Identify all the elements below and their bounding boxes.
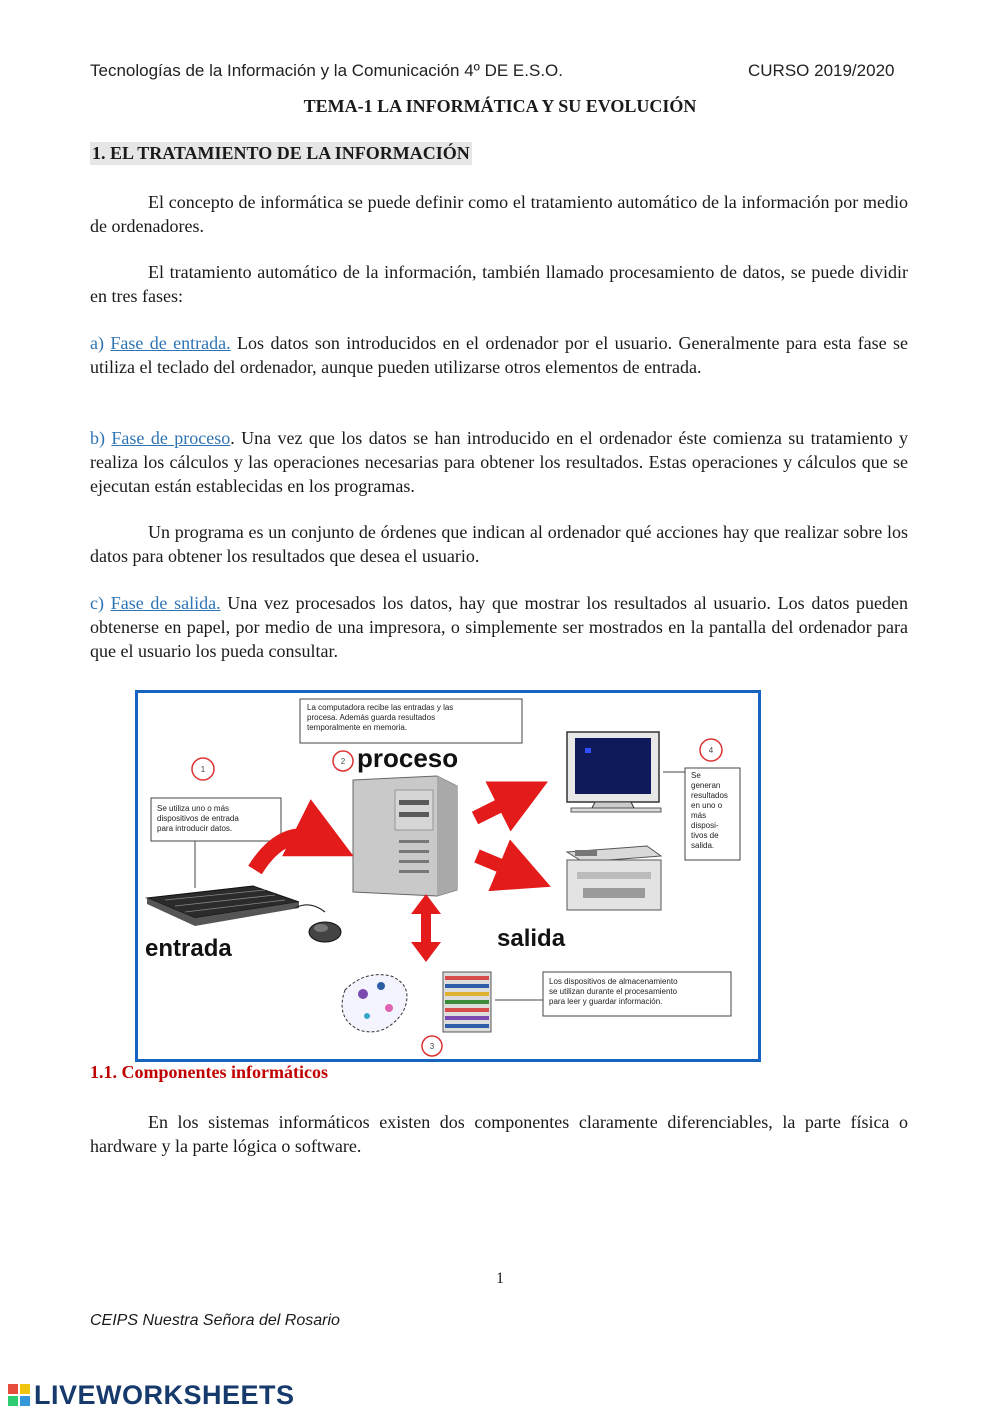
input-note-line: dispositivos de entrada (157, 814, 239, 823)
output-note-line: Se (691, 771, 701, 780)
paragraph-phase-b (90, 426, 908, 498)
phase-a-link[interactable]: Fase de entrada. (110, 333, 231, 353)
phase-b-link[interactable]: Fase de proceso (111, 428, 231, 448)
monitor-icon (567, 732, 661, 812)
brand-grid-icon (8, 1384, 30, 1406)
output-note-line: más (691, 811, 707, 820)
step-3-number: 3 (429, 1042, 435, 1051)
input-note-line: Se utiliza uno o más (157, 804, 230, 813)
paragraph-components: En los sistemas informáticos existen dos componentes claramente diferenciables, la parte física o hardware y la parte lógica o software. (90, 1112, 908, 1156)
label-salida: salida (497, 925, 566, 952)
step-2-number: 2 (340, 757, 346, 766)
phase-b-prefix: b) (90, 428, 105, 448)
label-proceso: proceso (357, 743, 459, 773)
subsection-heading: 1.1. Componentes informáticos (90, 1062, 328, 1082)
page-title: TEMA-1 LA INFORMÁTICA Y SU EVOLUCIÓN (303, 96, 697, 116)
step-4-number: 4 (708, 746, 714, 755)
input-note-text (157, 804, 241, 833)
page-number: 1 (496, 1270, 504, 1287)
computer-tower-icon (353, 776, 457, 896)
storage-note-line: Los dispositivos de almacenamiento (549, 977, 678, 986)
phase-c-link[interactable]: Fase de salida. (110, 593, 221, 613)
process-note-line: temporalmente en memoria. (307, 723, 408, 732)
process-note-line: La computadora recibe las entradas y las (307, 703, 454, 712)
brand-logo[interactable] (8, 1380, 295, 1411)
phase-c-text: Una vez procesados los datos, hay que mostrar los resultados al usuario. Los datos pueden obtenerse en papel, por medio de una impresora, o simplemente ser mostrados en la pantalla del ordenador para que el usuario los pueda consultar. (90, 593, 909, 661)
paragraph-phase-c (90, 591, 908, 663)
mouse-icon (309, 922, 341, 942)
processing-diagram (135, 690, 761, 1062)
phase-c-prefix: c) (90, 593, 104, 613)
input-note-line: para introducir datos. (157, 824, 233, 833)
output-note-line: tivos de (691, 831, 719, 840)
paragraph-phases-intro: El tratamiento automático de la información, también llamado procesamiento de datos, se puede dividir en tres fases: (90, 262, 908, 306)
storage-note-line: se utilizan durante el procesamiento (549, 987, 678, 996)
phase-a-prefix: a) (90, 333, 104, 353)
header-subject: Tecnologías de la Información y la Comunicación 4º DE E.S.O. (90, 61, 563, 80)
brand-name: LIVEWORKSHEETS (34, 1380, 295, 1410)
output-note-line: disposi- (691, 821, 719, 830)
paragraph-program: Un programa es un conjunto de órdenes que indican al ordenador qué acciones hay que realizar sobre los datos para obtener los resultados que desea el usuario. (90, 522, 908, 566)
output-note-line: en uno o (691, 801, 723, 810)
paragraph-definition: El concepto de informática se puede definir como el tratamiento automático de la información por medio de ordenadores. (90, 192, 908, 236)
label-entrada: entrada (145, 935, 232, 962)
storage-note-text (549, 977, 680, 1006)
output-note-line: generan (691, 781, 721, 790)
header-course: CURSO 2019/2020 (748, 61, 895, 80)
phase-a-text: Los datos son introducidos en el ordenador por el usuario. Generalmente para esta fase se utiliza el teclado del ordenador, aunque pueden utilizarse otros elementos de entrada. (90, 333, 908, 377)
phase-b-text: . Una vez que los datos se han introducido en el ordenador éste comienza su tratamiento y realiza los cálculos y las operaciones necesarias para obtener los resultados. Estas operaciones y cálculos que se ejecutan están establecidas en los programas. (90, 428, 909, 496)
section-heading: 1. EL TRATAMIENTO DE LA INFORMACIÓN (92, 143, 470, 163)
printer-icon (567, 846, 661, 910)
paragraph-phase-a (90, 331, 908, 379)
process-note-line: procesa. Además guarda resultados (307, 713, 436, 722)
storage-note-line: para leer y guardar información. (549, 997, 663, 1006)
footer-school: CEIPS Nuestra Señora del Rosario (90, 1312, 340, 1329)
output-note-line: salida. (691, 841, 715, 850)
storage-media-icon (443, 972, 491, 1032)
output-note-line: resultados (691, 791, 728, 800)
step-1-number: 1 (200, 765, 206, 774)
